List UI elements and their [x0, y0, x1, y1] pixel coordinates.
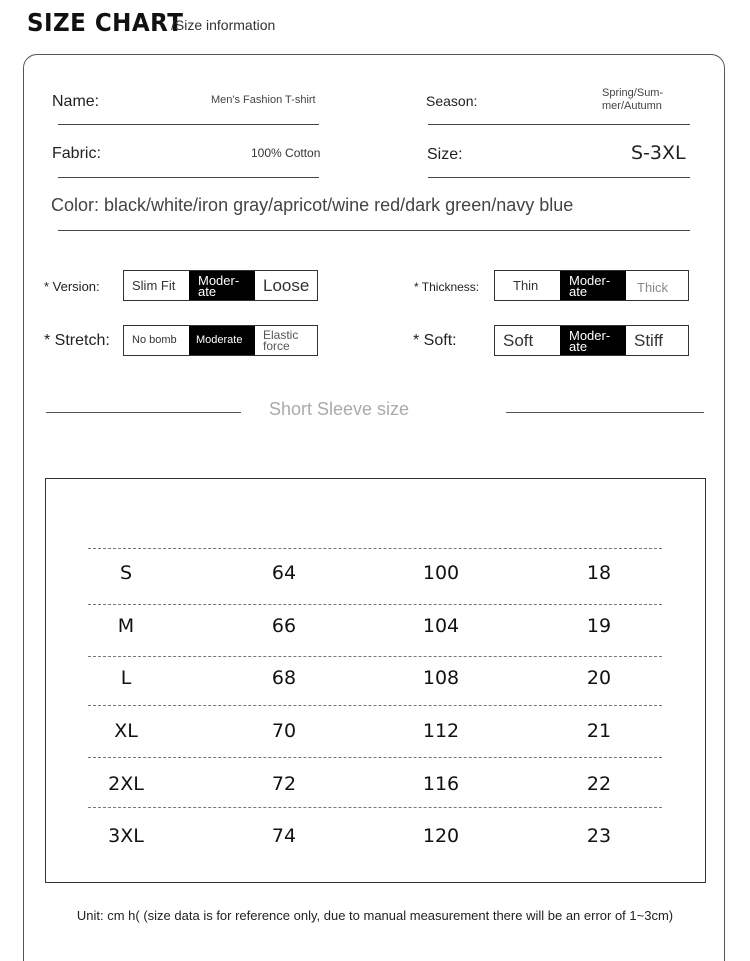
version-moderate-line1: Moder- [198, 272, 240, 288]
unit-note: Unit: cm h( (size data is for reference only, due to manual measurement there will be an error of 1~3cm) [76, 908, 674, 923]
table-row-divider [88, 656, 662, 657]
table-cell-size: S [119, 562, 133, 584]
table-cell-length: 74 [271, 825, 297, 847]
thickness-moderate-line2: ate [569, 283, 588, 299]
thickness-selector [494, 270, 689, 301]
table-cell-length: 66 [271, 615, 297, 637]
stretch-option-moderate[interactable]: Moderate [189, 326, 254, 355]
season-label: Season: [426, 93, 478, 109]
table-cell-chest: 108 [422, 667, 460, 689]
table-cell-size: 3XL [108, 825, 144, 847]
soft-option-stiff[interactable]: Stiff [625, 326, 688, 355]
table-cell-size: M [117, 615, 135, 637]
season-value-line1: Spring/Sum- [602, 87, 664, 99]
table-row-divider [88, 705, 662, 706]
table-cell-chest: 104 [422, 615, 460, 637]
version-option-slim-fit[interactable]: Slim Fit [132, 278, 176, 293]
table-cell-shoulder: 19 [586, 615, 612, 637]
stretch-label: * Stretch: [44, 332, 110, 349]
version-selector [123, 270, 318, 301]
section-divider-left [46, 412, 241, 413]
season-value [602, 87, 663, 113]
table-cell-chest: 100 [422, 562, 460, 584]
table-cell-chest: 112 [422, 720, 460, 742]
version-option-loose[interactable]: Loose [254, 271, 317, 300]
table-cell-shoulder: 18 [586, 562, 612, 584]
soft-option-soft[interactable]: Soft [503, 331, 534, 350]
page-title: SIZE CHART [27, 8, 184, 37]
stretch-option-no-bomb[interactable]: No bomb [132, 334, 177, 346]
table-cell-size: L [120, 667, 132, 689]
table-row-divider [88, 757, 662, 758]
stretch-elastic-line2: force [263, 338, 290, 353]
table-cell-length: 72 [271, 773, 297, 795]
page-subtitle: /Size information [171, 17, 276, 33]
name-underline [58, 124, 319, 125]
fabric-label: Fabric: [52, 145, 101, 162]
fabric-underline [58, 177, 319, 178]
name-value: Men's Fashion T-shirt [211, 94, 316, 106]
color-line: Color: black/white/iron gray/apricot/wine red/dark green/navy blue [51, 195, 574, 215]
table-cell-chest: 120 [422, 825, 460, 847]
table-row-divider [88, 548, 662, 549]
stretch-selector [123, 325, 318, 356]
fabric-value: 100% Cotton [251, 146, 321, 160]
table-cell-shoulder: 20 [586, 667, 612, 689]
version-moderate-line2: ate [198, 283, 217, 299]
stretch-option-elastic-force[interactable] [254, 326, 317, 355]
table-cell-shoulder: 22 [586, 773, 612, 795]
thickness-moderate-line1: Moder- [569, 272, 611, 288]
thickness-option-moderate[interactable] [560, 271, 625, 300]
version-label: * Version: [44, 279, 100, 294]
size-value: S-3XL [631, 142, 686, 164]
table-cell-length: 64 [271, 562, 297, 584]
table-cell-shoulder: 21 [586, 720, 612, 742]
soft-option-moderate[interactable] [560, 326, 625, 355]
stretch-elastic-line1: Elastic [263, 327, 299, 342]
table-row-divider [88, 807, 662, 808]
section-title: Short Sleeve size [269, 399, 410, 419]
table-cell-size: XL [114, 720, 138, 742]
season-value-line2: mer/Autumn [602, 100, 662, 112]
season-underline [428, 124, 690, 125]
soft-selector [494, 325, 689, 356]
soft-label: * Soft: [413, 332, 457, 349]
table-row-divider [88, 604, 662, 605]
name-label: Name: [52, 93, 100, 110]
soft-moderate-line2: ate [569, 338, 588, 354]
section-divider-right [506, 412, 704, 413]
soft-moderate-line1: Moder- [569, 327, 611, 343]
size-underline [428, 177, 690, 178]
table-cell-length: 70 [271, 720, 297, 742]
table-cell-size: 2XL [108, 773, 144, 795]
size-label: Size: [427, 146, 463, 163]
thickness-option-thin[interactable]: Thin [513, 278, 539, 293]
thickness-option-thick[interactable]: Thick [625, 271, 688, 300]
table-cell-shoulder: 23 [586, 825, 612, 847]
table-cell-length: 68 [271, 667, 297, 689]
color-underline [58, 230, 690, 231]
thickness-label: * Thickness: [414, 280, 480, 294]
version-option-moderate[interactable] [189, 271, 254, 300]
table-cell-chest: 116 [422, 773, 460, 795]
